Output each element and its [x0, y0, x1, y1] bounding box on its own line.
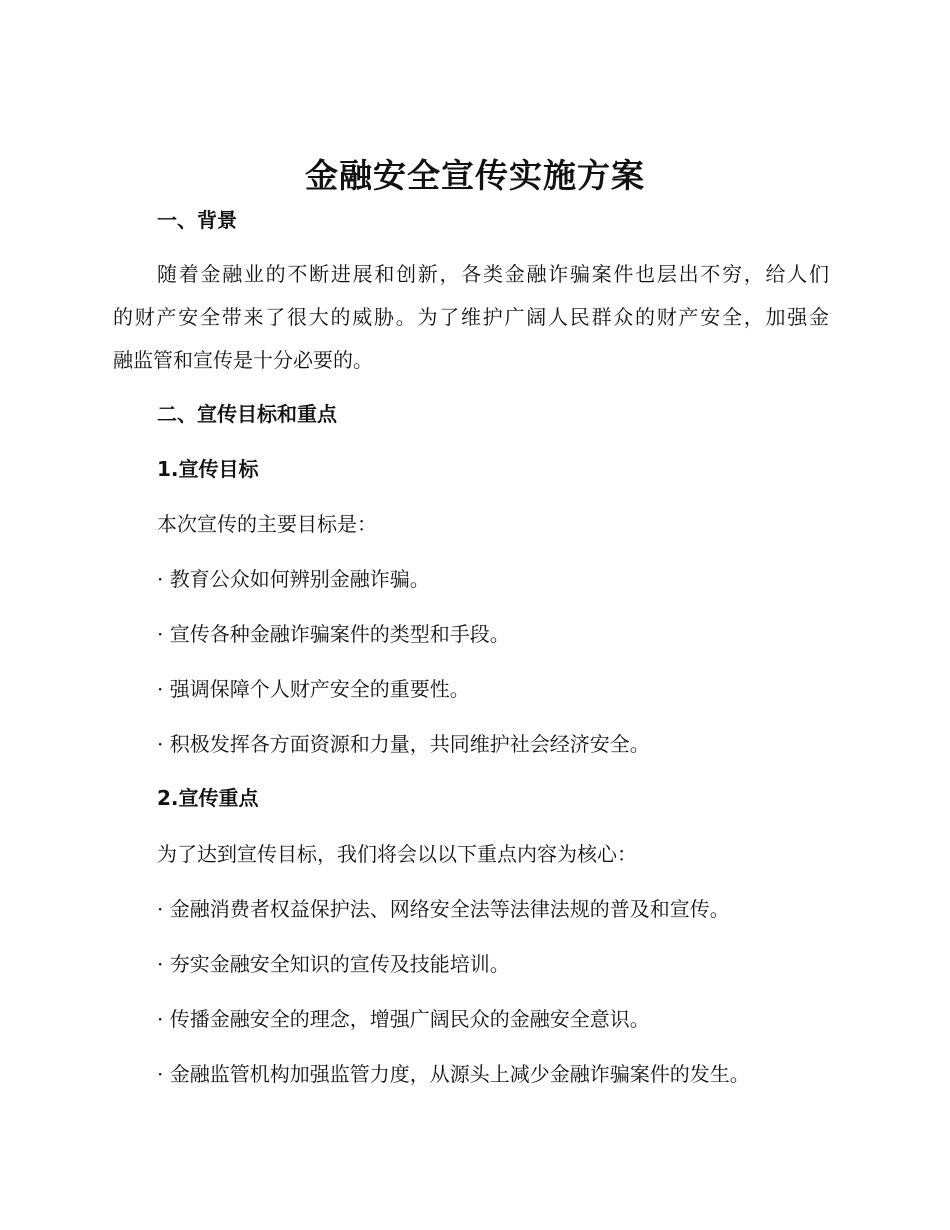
list-item: · 传播金融安全的理念，增强广阔民众的金融安全意识。: [157, 1007, 650, 1031]
list-item: · 教育公众如何辨别金融诈骗。: [157, 567, 430, 591]
subsection-heading-goals: 1.宣传目标: [157, 457, 259, 481]
paragraph-line: 随着金融业的不断进展和创新，各类金融诈骗案件也层出不穷，给人们: [157, 262, 829, 286]
paragraph-line: 融监管和宣传是十分必要的。: [113, 348, 373, 372]
document-title: 金融安全宣传实施方案: [305, 156, 645, 195]
goals-intro: 本次宣传的主要目标是：: [157, 512, 377, 536]
list-item: · 积极发挥各方面资源和力量，共同维护社会经济安全。: [157, 732, 650, 756]
list-item: · 强调保障个人财产安全的重要性。: [157, 677, 470, 701]
list-item: · 宣传各种金融诈骗案件的类型和手段。: [157, 622, 510, 646]
list-item: · 金融消费者权益保护法、网络安全法等法律法规的普及和宣传。: [157, 897, 730, 921]
section-heading-background: 一、背景: [157, 208, 237, 232]
section-heading-goals: 二、宣传目标和重点: [157, 402, 337, 426]
focus-intro: 为了达到宣传目标，我们将会以以下重点内容为核心：: [157, 842, 637, 866]
list-item: · 夯实金融安全知识的宣传及技能培训。: [157, 952, 510, 976]
subsection-heading-focus: 2.宣传重点: [157, 786, 259, 810]
paragraph-line: 的财产安全带来了很大的威胁。为了维护广阔人民群众的财产安全，加强金: [113, 305, 829, 329]
list-item: · 金融监管机构加强监管力度，从源头上减少金融诈骗案件的发生。: [157, 1062, 750, 1086]
